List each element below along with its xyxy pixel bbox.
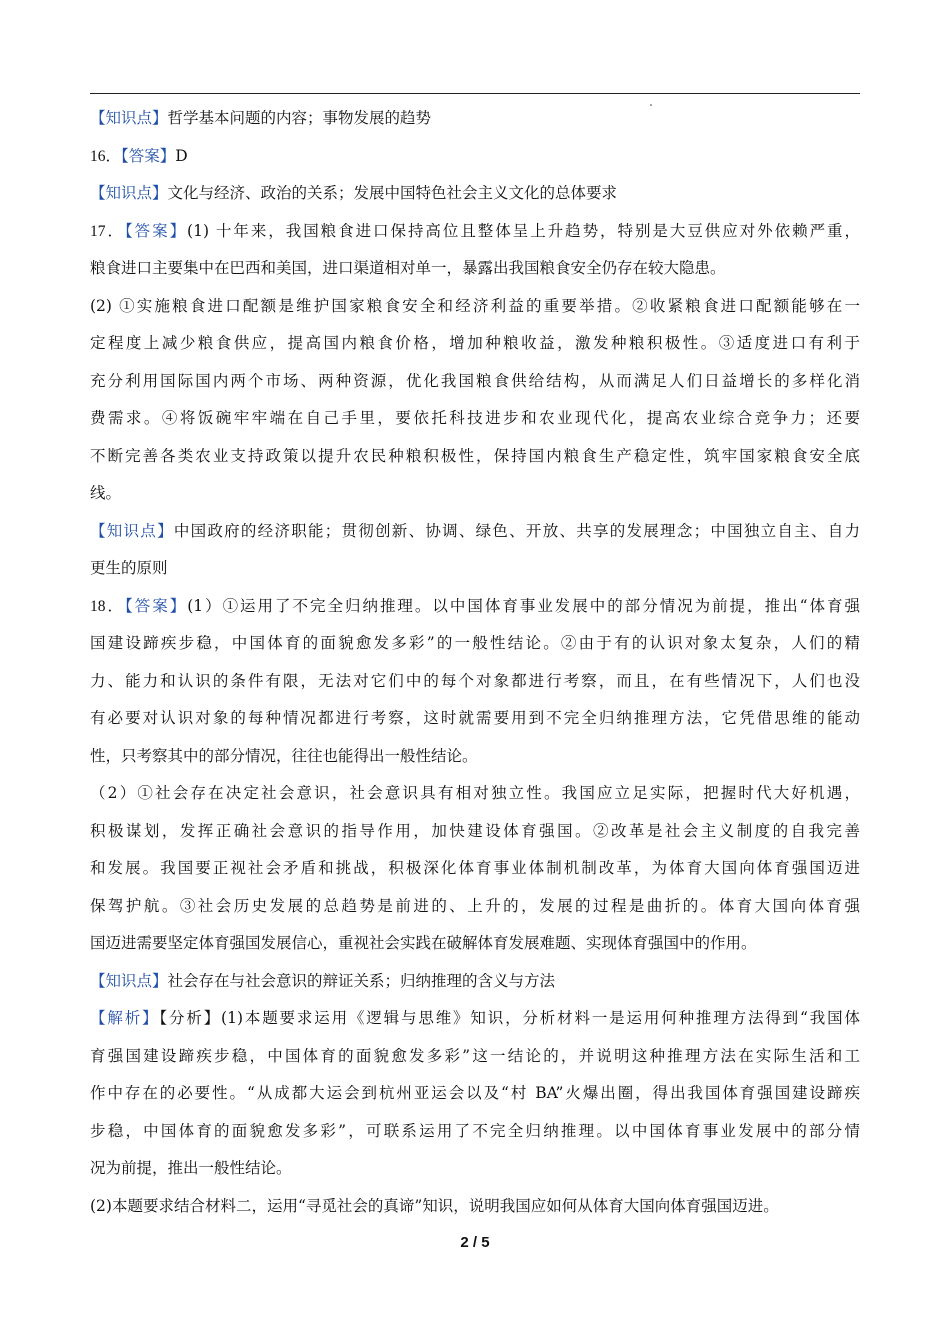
page-number: 2 / 5 [460, 1234, 490, 1251]
answer-label: 【答案】 [121, 146, 176, 165]
answer-18-line-2: 国建设蹄疾步稳，中国体育的面貌愈发多彩”的一般性结论。②由于有的认识对象太复杂，人们的精 [90, 634, 860, 652]
answer-18-line-10: 国迈进需要坚定体育强国发展信心，重视社会实践在破解体育发展难题、实现体育强国中的作用。 [90, 934, 757, 952]
answer-17-line-1: 17．【答案】(1) 十年来，我国粮食进口保持高位且整体呈上升趋势，特别是大豆供应对外依赖严重， [90, 221, 860, 240]
analysis-18-line-6: (2)本题要求结合材料二，运用“寻觅社会的真谛”知识，说明我国应如何从体育大国向体育强国迈进。 [90, 1196, 779, 1215]
answer-17-line-6: 费需求。④将饭碗牢牢端在自己手里，要依托科技进步和农业现代化，提高农业综合竞争力；还要 [90, 409, 860, 427]
knowledge-label: 【知识点】 [90, 109, 168, 127]
answer-17-line-3: (2) ①实施粮食进口配额是维护国家粮食安全和经济利益的重要举措。②收紧粮食进口配额能够在一 [90, 296, 860, 315]
document-body [90, 100, 860, 1225]
knowledge-label: 【知识点】 [90, 971, 168, 990]
knowledge-point-15: 【知识点】哲学基本问题的内容；事物发展的趋势 [90, 109, 432, 127]
answer-17-line-2: 粮食进口主要集中在巴西和美国，进口渠道相对单一，暴露出我国粮食安全仍存在较大隐患。 [90, 259, 726, 277]
answer-17-line-8: 线。 [90, 484, 122, 502]
answer-18-line-5: 性，只考察其中的部分情况，往往也能得出一般性结论。 [90, 746, 478, 765]
header-rule [90, 93, 860, 94]
analysis-18-line-1: 【解析】【分析】(1)本题要求运用《逻辑与思维》知识，分析材料一是运用何种推理方法得到“我国体 [90, 1009, 860, 1027]
answer-17-line-4: 定程度上减少粮食供应，提高国内粮食价格，增加种粮收益，激发种粮积极性。③适度进口有利于 [90, 334, 860, 352]
knowledge-label: 【知识点】 [90, 184, 168, 202]
knowledge-point-18: 【知识点】社会存在与社会意识的辩证关系；归纳推理的含义与方法 [90, 971, 556, 990]
answer-18-line-4: 有必要对认识对象的每种情况都进行考察，这时就需要用到不完全归纳推理方法，它凭借思维的能动 [90, 709, 860, 727]
answer-18-line-1: 18．【答案】(1）①运用了不完全归纳推理。以中国体育事业发展中的部分情况为前提，推出“体育强 [90, 596, 860, 615]
answer-18-line-8: 和发展。我国要正视社会矛盾和挑战，积极深化体育事业体制机制改革，为体育大国向体育强国迈进 [90, 859, 860, 877]
analysis-18-line-2: 育强国建设蹄疾步稳，中国体育的面貌愈发多彩”这一结论的，并说明这种推理方法在实际生活和工 [90, 1046, 860, 1065]
analysis-18-line-4: 步稳，中国体育的面貌愈发多彩”，可联系运用了不完全归纳推理。以中国体育事业发展中的部分情 [90, 1121, 860, 1140]
answer-17-line-5: 充分利用国际国内两个市场、两种资源，优化我国粮食供给结构，从而满足人们日益增长的多样化消 [90, 371, 860, 390]
knowledge-label: 【知识点】 [90, 521, 174, 540]
answer-label: 【答案】 [124, 221, 188, 240]
answer-label: 【答案】 [124, 596, 188, 615]
answer-18-line-3: 力、能力和认识的条件有限，无法对它们中的每个对象都进行考察，而且，在有些情况下，人们也没 [90, 671, 860, 690]
answer-18-line-6: （2）①社会存在决定社会意识，社会意识具有相对独立性。我国应立足实际，把握时代大好机遇， [90, 784, 860, 802]
answer-18-line-7: 积极谋划，发挥正确社会意识的指导作用，加快建设体育强国。②改革是社会主义制度的自我完善 [90, 821, 860, 840]
answer-16: 16．【答案】D [90, 146, 188, 165]
knowledge-point-17-line-2: 更生的原则 [90, 559, 168, 577]
analysis-label: 【解析】 [90, 1009, 160, 1027]
answer-18-line-9: 保驾护航。③社会历史发展的总趋势是前进的、上升的，发展的过程是曲折的。体育大国向体育强 [90, 896, 860, 915]
knowledge-point-17-line-1: 【知识点】中国政府的经济职能；贯彻创新、协调、绿色、开放、共享的发展理念；中国独立自主、自力 [90, 521, 860, 540]
analysis-18-line-5: 况为前提，推出一般性结论。 [90, 1159, 292, 1177]
answer-17-line-7: 不断完善各类农业支持政策以提升农民种粮积极性，保持国内粮食生产稳定性，筑牢国家粮食安全底 [90, 446, 860, 465]
analysis-18-line-3: 作中存在的必要性。“从成都大运会到杭州亚运会以及“村 BA”火爆出圈，得出我国体育强国建设蹄疾 [90, 1084, 860, 1102]
knowledge-point-16: 【知识点】文化与经济、政治的关系；发展中国特色社会主义文化的总体要求 [90, 184, 618, 202]
